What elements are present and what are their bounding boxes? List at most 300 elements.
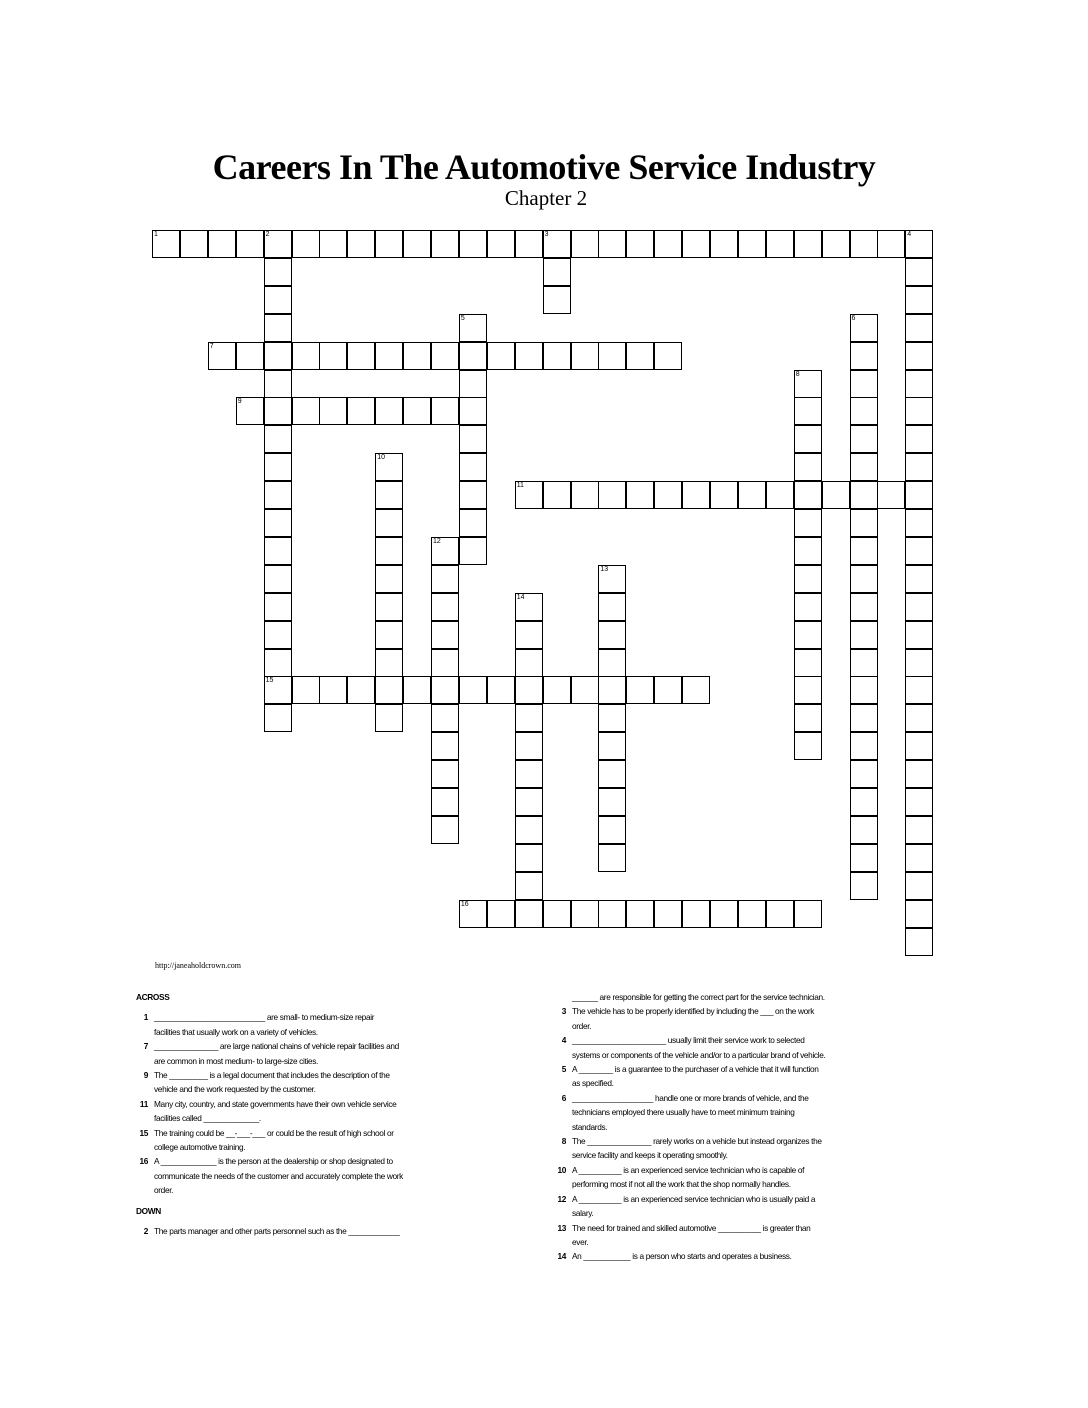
crossword-cell[interactable] <box>459 676 487 704</box>
crossword-cell[interactable] <box>431 704 459 732</box>
crossword-cell[interactable] <box>515 481 543 509</box>
clue-9 <box>136 1068 466 1097</box>
crossword-cell[interactable] <box>598 788 626 816</box>
crossword-cell[interactable] <box>515 649 543 677</box>
crossword-cell[interactable] <box>682 900 710 928</box>
crossword-cell[interactable] <box>264 593 292 621</box>
crossword-cell[interactable] <box>794 481 822 509</box>
crossword-cell[interactable] <box>292 676 320 704</box>
crossword-cell[interactable] <box>682 230 710 258</box>
crossword-cell[interactable] <box>905 286 933 314</box>
crossword-cell[interactable] <box>515 342 543 370</box>
crossword-cell[interactable] <box>264 509 292 537</box>
clue-text-line: _______________ are large national chains of vehicle repair facilities and <box>154 1041 399 1052</box>
clue-5 <box>554 1062 884 1091</box>
crossword-cell[interactable] <box>877 230 905 258</box>
crossword-cell[interactable] <box>794 565 822 593</box>
crossword-cell[interactable] <box>264 286 292 314</box>
crossword-cell[interactable] <box>264 649 292 677</box>
crossword-cell[interactable] <box>375 676 403 704</box>
crossword-cell[interactable] <box>850 593 878 621</box>
clue-number: 12 <box>557 1193 566 1204</box>
crossword-cell[interactable] <box>598 342 626 370</box>
crossword-cell[interactable] <box>905 621 933 649</box>
crossword-cell[interactable] <box>766 230 794 258</box>
crossword-cell[interactable] <box>431 593 459 621</box>
crossword-cell[interactable] <box>850 788 878 816</box>
crossword-cell[interactable] <box>626 900 654 928</box>
crossword-cell[interactable] <box>850 676 878 704</box>
crossword-cell[interactable] <box>375 537 403 565</box>
crossword-cell[interactable] <box>850 342 878 370</box>
crossword-cell[interactable] <box>431 816 459 844</box>
clue-number: 9 <box>143 1070 148 1081</box>
crossword-cell[interactable] <box>459 481 487 509</box>
clue-text-line: standards. <box>572 1121 608 1132</box>
crossword-cell[interactable] <box>375 230 403 258</box>
crossword-cell[interactable] <box>319 397 347 425</box>
crossword-cell[interactable] <box>850 565 878 593</box>
clue-text-line: facilities called _____________. <box>154 1113 261 1124</box>
clue-16 <box>136 1154 466 1197</box>
crossword-cell[interactable] <box>850 453 878 481</box>
crossword-cell[interactable] <box>598 676 626 704</box>
clue-4 <box>554 1033 884 1062</box>
clue-number: 8 <box>561 1136 566 1147</box>
crossword-cell[interactable] <box>794 453 822 481</box>
clue-number: 4 <box>561 1035 566 1046</box>
crossword-cell[interactable] <box>403 397 431 425</box>
crossword-cell[interactable] <box>850 481 878 509</box>
crossword-cell[interactable] <box>571 900 599 928</box>
crossword-cell[interactable] <box>375 453 403 481</box>
crossword-cell[interactable] <box>515 230 543 258</box>
crossword-cell[interactable] <box>403 342 431 370</box>
clue-text-line: The _______________ rarely works on a vehicle but instead organizes the <box>572 1136 822 1147</box>
clue-number: 1 <box>143 1012 148 1023</box>
crossword-cell[interactable] <box>905 788 933 816</box>
crossword-cell[interactable] <box>375 704 403 732</box>
crossword-cell[interactable] <box>905 481 933 509</box>
crossword-cell[interactable] <box>794 649 822 677</box>
page-title: Careers In The Automotive Service Industry <box>212 147 876 187</box>
crossword-cell[interactable] <box>403 676 431 704</box>
crossword-cell[interactable] <box>905 732 933 760</box>
crossword-cell[interactable] <box>487 676 515 704</box>
cell-number: 7 <box>209 342 214 350</box>
cell-number: 12 <box>433 537 441 545</box>
crossword-cell[interactable] <box>459 230 487 258</box>
clue-text-line: A __________ is an experienced service technician who is usually paid a <box>572 1193 816 1204</box>
cell-number: 11 <box>516 482 524 490</box>
crossword-cell[interactable] <box>822 230 850 258</box>
crossword-cell[interactable] <box>794 593 822 621</box>
crossword-cell[interactable] <box>738 230 766 258</box>
crossword-cell[interactable] <box>905 593 933 621</box>
crossword-cell[interactable] <box>515 760 543 788</box>
crossword-cell[interactable] <box>431 621 459 649</box>
crossword-cell[interactable] <box>598 649 626 677</box>
crossword-cell[interactable] <box>598 816 626 844</box>
crossword-cell[interactable] <box>905 844 933 872</box>
clue-text-line: A _____________ is the person at the dealership or shop designated to <box>154 1156 393 1167</box>
crossword-cell[interactable] <box>598 230 626 258</box>
crossword-cell[interactable] <box>905 565 933 593</box>
clue-number: 3 <box>561 1006 566 1017</box>
crossword-cell[interactable] <box>850 816 878 844</box>
crossword-cell[interactable] <box>431 760 459 788</box>
crossword-cell[interactable] <box>710 230 738 258</box>
crossword-cell[interactable] <box>403 230 431 258</box>
clue-number: 7 <box>143 1041 148 1052</box>
clue-text-line: ___________________ handle one or more brands of vehicle, and the <box>572 1092 809 1103</box>
clue-number: 15 <box>139 1127 148 1138</box>
crossword-cell[interactable] <box>794 900 822 928</box>
clue-number: 2 <box>143 1226 148 1237</box>
cell-number: 5 <box>460 314 465 322</box>
crossword-cell[interactable] <box>375 509 403 537</box>
cell-number: 4 <box>907 231 912 238</box>
crossword-cell[interactable] <box>292 230 320 258</box>
crossword-cell[interactable] <box>264 342 292 370</box>
clue-number: 10 <box>557 1164 566 1175</box>
crossword-cell[interactable] <box>794 230 822 258</box>
crossword-cell[interactable] <box>654 230 682 258</box>
clue-text-line: communicate the needs of the customer and accurately complete the work <box>154 1170 403 1181</box>
clue-text-line: facilities that usually work on a variety of vehicles. <box>154 1026 318 1037</box>
crossword-cell[interactable] <box>487 900 515 928</box>
crossword-cell[interactable] <box>766 900 794 928</box>
crossword-cell[interactable] <box>850 621 878 649</box>
crossword-cell[interactable] <box>850 509 878 537</box>
cell-number: 16 <box>460 900 469 908</box>
crossword-cell[interactable] <box>431 230 459 258</box>
clue-text-line: college automotive training. <box>154 1142 246 1153</box>
crossword-cell[interactable] <box>598 900 626 928</box>
crossword-cell[interactable] <box>431 788 459 816</box>
crossword-cell[interactable] <box>626 481 654 509</box>
crossword-cell[interactable] <box>292 342 320 370</box>
page-subtitle: Chapter 2 <box>504 186 588 210</box>
clue-text-line: The vehicle has to be properly identified by including the ___ on the work <box>572 1006 815 1017</box>
crossword-cell[interactable] <box>152 230 180 258</box>
crossword-cell[interactable] <box>905 676 933 704</box>
crossword-cell[interactable] <box>543 230 571 258</box>
crossword-cell[interactable] <box>905 370 933 398</box>
crossword-cell[interactable] <box>236 397 264 425</box>
cell-number: 10 <box>377 454 385 462</box>
clue-text-line: The _________ is a legal document that includes the description of the <box>154 1070 390 1081</box>
crossword-cell[interactable] <box>905 453 933 481</box>
crossword-cell[interactable] <box>794 425 822 453</box>
crossword-cell[interactable] <box>598 481 626 509</box>
crossword-cell[interactable] <box>598 593 626 621</box>
crossword-cell[interactable] <box>654 900 682 928</box>
crossword-cell[interactable] <box>905 258 933 286</box>
crossword-cell[interactable] <box>654 481 682 509</box>
clue-text-line: __________________________ are small- to medium-size repair <box>154 1012 375 1023</box>
crossword-cell[interactable] <box>347 397 375 425</box>
crossword-cell[interactable] <box>264 537 292 565</box>
crossword-cell[interactable] <box>571 481 599 509</box>
crossword-cell[interactable] <box>710 900 738 928</box>
crossword-cell[interactable] <box>905 314 933 342</box>
crossword-cell[interactable] <box>682 481 710 509</box>
crossword-cell[interactable] <box>375 649 403 677</box>
crossword-cell[interactable] <box>794 370 822 398</box>
crossword-cell[interactable] <box>264 397 292 425</box>
crossword-cell[interactable] <box>850 704 878 732</box>
crossword-cell[interactable] <box>850 397 878 425</box>
crossword-cell[interactable] <box>766 481 794 509</box>
down-header: DOWN <box>136 1205 161 1216</box>
clue-11 <box>136 1097 466 1126</box>
crossword-cell[interactable] <box>571 342 599 370</box>
clue-7 <box>136 1039 466 1068</box>
crossword-cell[interactable] <box>877 481 905 509</box>
clue-2 <box>136 1224 466 1238</box>
crossword-cell[interactable] <box>905 816 933 844</box>
crossword-cell[interactable] <box>905 342 933 370</box>
crossword-cell[interactable] <box>515 676 543 704</box>
crossword-cell[interactable] <box>794 397 822 425</box>
clue-text-line: order. <box>572 1020 592 1031</box>
clue-13 <box>554 1221 884 1250</box>
clue-number: 11 <box>139 1098 148 1109</box>
crossword-cell[interactable] <box>543 342 571 370</box>
crossword-cell[interactable] <box>431 565 459 593</box>
crossword-cell[interactable] <box>431 676 459 704</box>
source-url: http://janeaholdcrown.com <box>155 961 241 970</box>
crossword-cell[interactable] <box>515 816 543 844</box>
crossword-cell[interactable] <box>515 872 543 900</box>
crossword-cell[interactable] <box>375 481 403 509</box>
crossword-cell[interactable] <box>459 370 487 398</box>
crossword-cell[interactable] <box>515 900 543 928</box>
crossword-cell[interactable] <box>905 509 933 537</box>
crossword-cell[interactable] <box>543 676 571 704</box>
crossword-cell[interactable] <box>319 230 347 258</box>
crossword-cell[interactable] <box>738 481 766 509</box>
clue-8 <box>554 1134 884 1163</box>
clue-text-line: The parts manager and other parts personnel such as the ____________ <box>154 1226 400 1237</box>
crossword-cell[interactable] <box>459 537 487 565</box>
crossword-cell[interactable] <box>794 621 822 649</box>
cell-number: 13 <box>600 565 609 573</box>
crossword-cell[interactable] <box>264 258 292 286</box>
crossword-cell[interactable] <box>905 397 933 425</box>
crossword-cell[interactable] <box>515 593 543 621</box>
crossword-cell[interactable] <box>710 481 738 509</box>
cell-number: 3 <box>544 231 549 238</box>
crossword-cell[interactable] <box>905 760 933 788</box>
crossword-cell[interactable] <box>236 342 264 370</box>
crossword-cell[interactable] <box>850 230 878 258</box>
crossword-cell[interactable] <box>347 676 375 704</box>
crossword-cell[interactable] <box>626 342 654 370</box>
clue-3 <box>554 1004 884 1033</box>
crossword-cell[interactable] <box>850 314 878 342</box>
clue-text-line: ______________________ usually limit their service work to selected <box>572 1035 805 1046</box>
crossword-cell[interactable] <box>459 900 487 928</box>
crossword-cell[interactable] <box>850 760 878 788</box>
crossword-cell[interactable] <box>264 621 292 649</box>
crossword-cell[interactable] <box>543 481 571 509</box>
crossword-cell[interactable] <box>905 649 933 677</box>
clue-number: 6 <box>561 1092 566 1103</box>
clue-text-line: order. <box>154 1185 174 1196</box>
crossword-cell[interactable] <box>459 453 487 481</box>
clue-10 <box>554 1163 884 1192</box>
crossword-cell[interactable] <box>850 872 878 900</box>
clue-text-line: The training could be __-___-___ or could be the result of high school or <box>154 1127 394 1138</box>
crossword-cell[interactable] <box>543 900 571 928</box>
crossword-cell[interactable] <box>571 230 599 258</box>
crossword-cell[interactable] <box>264 704 292 732</box>
crossword-cell[interactable] <box>264 370 292 398</box>
crossword-cell[interactable] <box>850 370 878 398</box>
down-clue-continuation: ______ are responsible for getting the correct part for the service technician. <box>572 992 825 1002</box>
crossword-cell[interactable] <box>850 649 878 677</box>
crossword-cell[interactable] <box>487 342 515 370</box>
crossword-cell[interactable] <box>905 704 933 732</box>
across-clue-list <box>136 1010 466 1197</box>
crossword-cell[interactable] <box>431 649 459 677</box>
crossword-cell[interactable] <box>654 342 682 370</box>
clue-number: 16 <box>139 1156 148 1167</box>
crossword-cell[interactable] <box>543 286 571 314</box>
down-clue-list-right <box>554 1004 884 1263</box>
crossword-cell[interactable] <box>794 676 822 704</box>
clue-text-line: The need for trained and skilled automotive __________ is greater than <box>572 1222 811 1233</box>
crossword-cell[interactable] <box>598 621 626 649</box>
clues-right-column <box>554 990 884 1264</box>
crossword-cell[interactable] <box>459 314 487 342</box>
crossword-cell[interactable] <box>431 342 459 370</box>
crossword-cell[interactable] <box>905 872 933 900</box>
crossword-cell[interactable] <box>850 732 878 760</box>
crossword-cell[interactable] <box>598 760 626 788</box>
crossword-cell[interactable] <box>738 900 766 928</box>
crossword-cell[interactable] <box>375 565 403 593</box>
clue-text-line: service facility and keeps it operating smoothly. <box>572 1150 728 1161</box>
clue-12 <box>554 1192 884 1221</box>
cell-number: 2 <box>265 231 270 238</box>
crossword-cell[interactable] <box>375 593 403 621</box>
crossword-cell[interactable] <box>459 509 487 537</box>
crossword-cell[interactable] <box>459 425 487 453</box>
crossword-cell[interactable] <box>319 676 347 704</box>
crossword-cell[interactable] <box>626 676 654 704</box>
crossword-cell[interactable] <box>598 565 626 593</box>
crossword-cell[interactable] <box>626 230 654 258</box>
clue-1 <box>136 1010 466 1039</box>
crossword-cell[interactable] <box>375 621 403 649</box>
crossword-cell[interactable] <box>459 342 487 370</box>
crossword-cell[interactable] <box>850 425 878 453</box>
crossword-cell[interactable] <box>850 537 878 565</box>
crossword-cell[interactable] <box>487 230 515 258</box>
clue-text-line: An ___________ is a person who starts and operates a business. <box>572 1251 792 1262</box>
crossword-cell[interactable] <box>264 314 292 342</box>
crossword-cell[interactable] <box>236 230 264 258</box>
clues-left-column <box>136 990 466 1239</box>
crossword-cell[interactable] <box>431 397 459 425</box>
crossword-cell[interactable] <box>431 732 459 760</box>
crossword-cell[interactable] <box>515 621 543 649</box>
clue-number: 14 <box>557 1251 566 1262</box>
cell-number: 9 <box>237 398 242 406</box>
crossword-cell[interactable] <box>264 425 292 453</box>
crossword-cell[interactable] <box>264 676 292 704</box>
clue-text-line: as specified. <box>572 1078 614 1089</box>
crossword-cell[interactable] <box>794 509 822 537</box>
clue-text-line: performing most if not all the work that the shop normally handles. <box>572 1179 791 1190</box>
crossword-cell[interactable] <box>905 537 933 565</box>
crossword-cell[interactable] <box>794 732 822 760</box>
down-clue-list-left <box>136 1224 466 1238</box>
crossword-cell[interactable] <box>264 565 292 593</box>
crossword-cell[interactable] <box>905 230 933 258</box>
cell-number: 6 <box>851 314 856 322</box>
crossword-cell[interactable] <box>319 342 347 370</box>
crossword-cell[interactable] <box>905 928 933 956</box>
cell-number: 1 <box>154 231 158 238</box>
clue-14 <box>554 1249 884 1263</box>
clue-text-line: are common in most medium- to large-size cities. <box>154 1055 318 1066</box>
crossword-cell[interactable] <box>515 704 543 732</box>
crossword-cell[interactable] <box>292 397 320 425</box>
crossword-cell[interactable] <box>208 342 236 370</box>
crossword-cell[interactable] <box>822 481 850 509</box>
clue-text-line: Many city, country, and state governments have their own vehicle service <box>154 1098 397 1109</box>
crossword-cell[interactable] <box>347 230 375 258</box>
crossword-cell[interactable] <box>905 425 933 453</box>
clue-text-line: technicians employed there usually have to meet minimum training <box>572 1107 795 1118</box>
crossword-cell[interactable] <box>515 844 543 872</box>
cell-number: 15 <box>265 677 274 685</box>
crossword-cell[interactable] <box>264 481 292 509</box>
crossword-cell[interactable] <box>375 342 403 370</box>
crossword-cell[interactable] <box>459 397 487 425</box>
crossword-cell[interactable] <box>180 230 208 258</box>
crossword-cell[interactable] <box>794 537 822 565</box>
crossword-cell[interactable] <box>208 230 236 258</box>
clue-text-line: ever. <box>572 1236 589 1247</box>
crossword-cell[interactable] <box>515 732 543 760</box>
crossword-cell[interactable] <box>598 732 626 760</box>
crossword-cell[interactable] <box>850 844 878 872</box>
crossword-cell[interactable] <box>598 844 626 872</box>
crossword-cell[interactable] <box>264 453 292 481</box>
crossword-cell[interactable] <box>794 704 822 732</box>
crossword-cell[interactable] <box>515 788 543 816</box>
crossword-cell[interactable] <box>905 900 933 928</box>
clue-text-line: A ________ is a guarantee to the purchaser of a vehicle that it will function <box>572 1064 819 1075</box>
crossword-cell[interactable] <box>571 676 599 704</box>
crossword-cell[interactable] <box>347 342 375 370</box>
clue-text-line: A __________ is an experienced service technician who is capable of <box>572 1164 805 1175</box>
crossword-cell[interactable] <box>375 397 403 425</box>
crossword-cell[interactable] <box>543 258 571 286</box>
crossword-cell[interactable] <box>654 676 682 704</box>
cell-number: 8 <box>795 370 800 378</box>
crossword-cell[interactable] <box>431 537 459 565</box>
crossword-cell[interactable] <box>598 704 626 732</box>
crossword-cell[interactable] <box>264 230 292 258</box>
crossword-cell[interactable] <box>682 676 710 704</box>
clue-number: 5 <box>561 1064 566 1075</box>
